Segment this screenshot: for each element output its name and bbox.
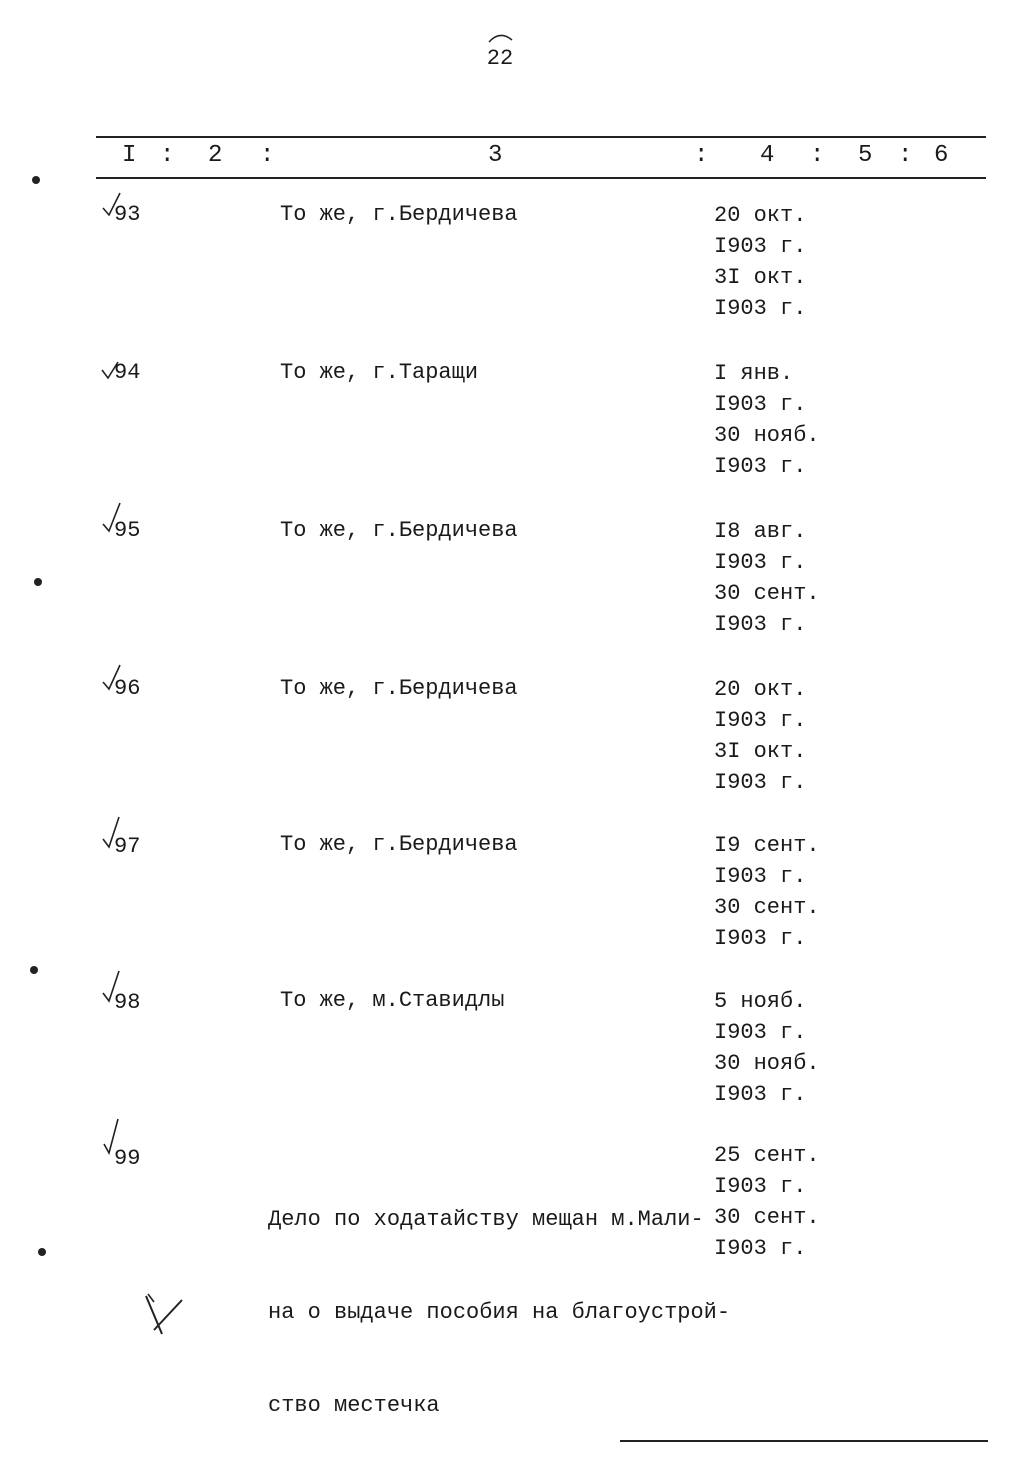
title-line: ство местечка: [268, 1393, 440, 1418]
col-header-2: 2: [208, 142, 223, 169]
date-line: I903 г.: [714, 612, 807, 637]
entry-number: 97: [114, 834, 141, 859]
entry-dates: [714, 674, 806, 798]
binding-hole-dot: [30, 966, 38, 974]
title-line: Дело по ходатайству мещан м.Мали-: [268, 1207, 704, 1232]
entry-title: То же, г.Таращи: [280, 360, 479, 385]
page-number: 22: [486, 46, 514, 71]
page-number-arc-mark: [486, 30, 516, 44]
date-line: I903 г.: [714, 234, 807, 259]
col-header-3: 3: [488, 142, 503, 169]
date-line: I903 г.: [714, 1020, 807, 1045]
date-line: I903 г.: [714, 708, 807, 733]
date-line: I903 г.: [714, 1236, 807, 1261]
entry-title: [268, 1142, 730, 1452]
entry-title: То же, м.Ставидлы: [280, 988, 505, 1013]
entry-dates: [714, 516, 820, 640]
col-header-5: 5: [858, 142, 873, 169]
date-line: I903 г.: [714, 770, 807, 795]
entry-dates: [714, 200, 806, 324]
header-top-rule: [96, 136, 986, 138]
date-line: 30 сент.: [714, 895, 820, 920]
entry-title: То же, г.Бердичева: [280, 676, 518, 701]
entry-dates: [714, 1140, 820, 1264]
binding-hole-dot: [32, 176, 40, 184]
entry-number: 94: [114, 360, 141, 385]
date-line: I903 г.: [714, 926, 807, 951]
date-line: I903 г.: [714, 550, 807, 575]
date-line: I903 г.: [714, 454, 807, 479]
bottom-rule: [620, 1440, 988, 1442]
col-separator: :: [260, 142, 275, 169]
binding-hole-dot: [34, 578, 42, 586]
col-header-1: I: [122, 142, 137, 169]
date-line: I903 г.: [714, 864, 807, 889]
entry-dates: [714, 830, 820, 954]
handwritten-mark-icon: [142, 1290, 186, 1338]
entry-number: 96: [114, 676, 141, 701]
date-line: 30 нояб.: [714, 423, 820, 448]
title-line: на о выдаче пособия на благоустрой-: [268, 1300, 731, 1325]
entry-number: 98: [114, 990, 141, 1015]
col-header-4: 4: [760, 142, 775, 169]
entry-number: 95: [114, 518, 141, 543]
binding-hole-dot: [38, 1248, 46, 1256]
date-line: I903 г.: [714, 1174, 807, 1199]
date-line: 5 нояб.: [714, 989, 807, 1014]
entry-number: 99: [114, 1146, 141, 1171]
date-line: I9 сент.: [714, 833, 820, 858]
date-line: I903 г.: [714, 1082, 807, 1107]
col-header-6: 6: [934, 142, 949, 169]
col-separator: :: [694, 142, 709, 169]
date-line: I903 г.: [714, 296, 807, 321]
entry-title: То же, г.Бердичева: [280, 832, 518, 857]
header-bottom-rule: [96, 177, 986, 179]
entry-dates: [714, 358, 820, 482]
col-separator: :: [898, 142, 913, 169]
date-line: 3I окт.: [714, 265, 807, 290]
date-line: 30 сент.: [714, 581, 820, 606]
date-line: 20 окт.: [714, 203, 807, 228]
entry-title: То же, г.Бердичева: [280, 518, 518, 543]
date-line: 3I окт.: [714, 739, 807, 764]
date-line: 30 сент.: [714, 1205, 820, 1230]
date-line: I янв.: [714, 361, 794, 386]
entry-number: 93: [114, 202, 141, 227]
entry-dates: [714, 986, 820, 1110]
col-separator: :: [160, 142, 175, 169]
date-line: I903 г.: [714, 392, 807, 417]
entry-title: То же, г.Бердичева: [280, 202, 518, 227]
date-line: I8 авг.: [714, 519, 807, 544]
date-line: 20 окт.: [714, 677, 807, 702]
col-separator: :: [810, 142, 825, 169]
date-line: 30 нояб.: [714, 1051, 820, 1076]
date-line: 25 сент.: [714, 1143, 820, 1168]
